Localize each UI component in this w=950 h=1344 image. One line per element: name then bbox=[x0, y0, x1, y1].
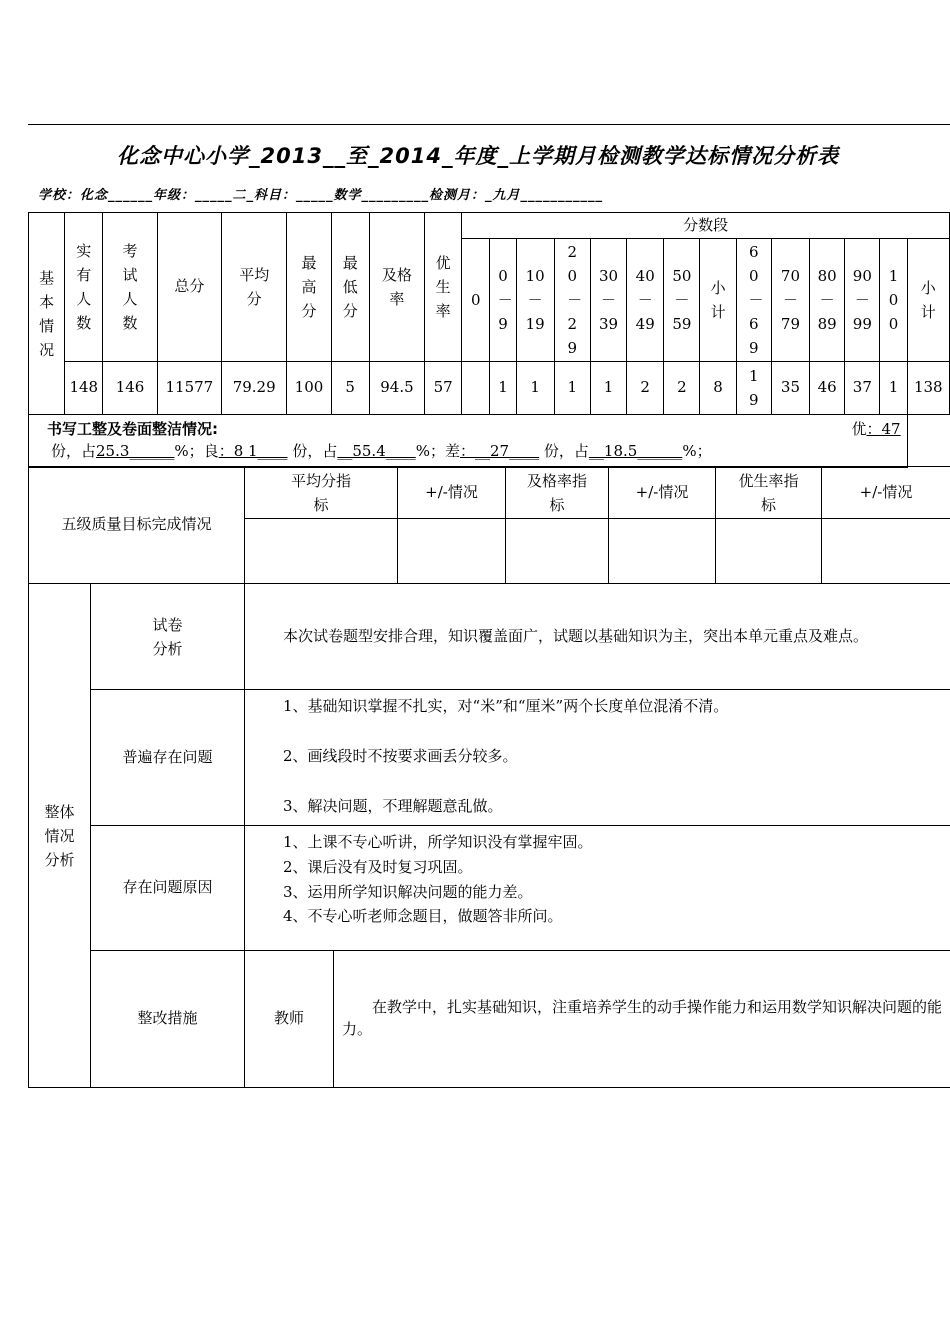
range-header: 小计 bbox=[907, 239, 949, 362]
quality-header: +/-情况 bbox=[609, 467, 716, 519]
range-header: 0 bbox=[462, 239, 490, 362]
quality-header: +/-情况 bbox=[822, 467, 950, 519]
writing-neatness-row bbox=[29, 415, 908, 468]
value-min: 5 bbox=[331, 362, 369, 415]
writing-you-pct: 25.3______ bbox=[96, 441, 175, 460]
problem-item: 1、基础知识掌握不扎实，对“米”和“厘米”两个长度单位混淆不清。 bbox=[283, 697, 729, 715]
range-header: 小计 bbox=[700, 239, 736, 362]
top-rule bbox=[28, 124, 950, 125]
paper-analysis-label: 试卷分析 bbox=[91, 584, 245, 690]
problems-label: 普遍存在问题 bbox=[91, 690, 245, 826]
measures-text: 在教学中，扎实基础知识，注重培养学生的动手操作能力和运用数学知识解决问题的能力。 bbox=[334, 951, 950, 1088]
measures-label: 整改措施 bbox=[91, 951, 245, 1088]
quality-cell bbox=[398, 519, 506, 584]
writing-fen-2: 份，占 bbox=[292, 441, 338, 460]
page-title: 化念中心小学_2013__至_2014_年度_上学期月检测教学达标情况分析表 bbox=[117, 144, 839, 168]
causes-list bbox=[245, 826, 950, 951]
quality-header: 优生率指标 bbox=[716, 467, 822, 519]
cause-item: 3、运用所学知识解决问题的能力差。 bbox=[283, 882, 533, 901]
range-value: 2 bbox=[627, 362, 664, 415]
range-header: 20－29 bbox=[554, 239, 590, 362]
writing-you-label: 优 bbox=[851, 420, 867, 438]
writing-liang-count: ：8 1____ bbox=[218, 441, 288, 460]
header-min: 最低分 bbox=[331, 213, 369, 362]
range-value: 46 bbox=[810, 362, 845, 415]
value-actual: 148 bbox=[65, 362, 103, 415]
value-total: 11577 bbox=[157, 362, 221, 415]
cause-item: 2、课后没有及时复习巩固。 bbox=[283, 857, 473, 876]
writing-fen-3: 份，占 bbox=[543, 441, 589, 460]
range-header: 50－59 bbox=[664, 239, 700, 362]
header-total: 总分 bbox=[157, 213, 221, 362]
range-value: 35 bbox=[771, 362, 809, 415]
writing-fen-1: 份，占 bbox=[51, 441, 97, 460]
quality-header: 平均分指标 bbox=[245, 467, 398, 519]
range-header: 100 bbox=[880, 239, 907, 362]
range-value: 1 bbox=[490, 362, 516, 415]
quality-table bbox=[28, 466, 950, 584]
header-score-range: 分数段 bbox=[462, 213, 950, 239]
paper-analysis-text: 本次试卷题型安排合理，知识覆盖面广，试题以基础知识为主，突出本单元重点及难点。 bbox=[245, 584, 950, 690]
range-header: 30－39 bbox=[590, 239, 626, 362]
quality-label: 五级质量目标完成情况 bbox=[29, 467, 245, 584]
analysis-section-label: 整体情况分析 bbox=[29, 584, 91, 1088]
problem-item: 3、解决问题，不理解题意乱做。 bbox=[283, 797, 503, 815]
writing-label: 书写工整及卷面整洁情况: bbox=[47, 420, 218, 438]
range-value: 2 bbox=[664, 362, 700, 415]
teacher-label: 教师 bbox=[245, 951, 334, 1088]
value-excellent-rate: 57 bbox=[425, 362, 462, 415]
range-value: 1 bbox=[554, 362, 590, 415]
quality-cell bbox=[609, 519, 716, 584]
range-header: 10－19 bbox=[516, 239, 554, 362]
range-value bbox=[462, 362, 490, 415]
writing-pct-end: %； bbox=[682, 441, 712, 460]
quality-header: +/-情况 bbox=[398, 467, 506, 519]
basic-table bbox=[28, 212, 950, 468]
range-value: 1 bbox=[590, 362, 626, 415]
analysis-table bbox=[28, 583, 950, 1088]
info-line: 学校：化念______年级：_____二_科目：_____数学_________检测月：_九月___________ bbox=[38, 188, 604, 203]
range-value: 37 bbox=[845, 362, 880, 415]
writing-liang-label: %；良 bbox=[174, 441, 219, 460]
range-value: 1 bbox=[516, 362, 554, 415]
quality-cell bbox=[822, 519, 950, 584]
cause-item: 1、上课不专心听讲，所学知识没有掌握牢固。 bbox=[283, 833, 593, 851]
causes-label: 存在问题原因 bbox=[91, 826, 245, 951]
range-value: 8 bbox=[700, 362, 736, 415]
quality-cell bbox=[245, 519, 398, 584]
writing-you-count: ：47 bbox=[866, 420, 901, 438]
value-tested: 146 bbox=[103, 362, 157, 415]
value-max: 100 bbox=[287, 362, 331, 415]
writing-cha-label: %；差 bbox=[415, 441, 461, 460]
basic-section-label: 基本情况 bbox=[29, 213, 65, 415]
header-max: 最高分 bbox=[287, 213, 331, 362]
range-header: 40－49 bbox=[627, 239, 664, 362]
cause-item: 4、不专心听老师念题目，做题答非所问。 bbox=[283, 907, 563, 926]
writing-cha-pct: __18.5______ bbox=[588, 441, 683, 460]
range-header: 0－9 bbox=[490, 239, 516, 362]
header-pass-rate: 及格率 bbox=[369, 213, 424, 362]
problems-list bbox=[245, 690, 950, 826]
range-value: 1 bbox=[880, 362, 907, 415]
header-excellent-rate: 优生率 bbox=[425, 213, 462, 362]
range-header: 90－99 bbox=[845, 239, 880, 362]
quality-cell bbox=[506, 519, 609, 584]
writing-cha-count: ：__27____ bbox=[460, 441, 540, 460]
range-value: 19 bbox=[736, 362, 771, 415]
problem-item: 2、画线段时不按要求画丢分较多。 bbox=[283, 747, 518, 765]
header-actual: 实有人数 bbox=[65, 213, 103, 362]
value-pass-rate: 94.5 bbox=[369, 362, 424, 415]
range-header: 80－89 bbox=[810, 239, 845, 362]
header-tested: 考试人数 bbox=[103, 213, 157, 362]
writing-liang-pct: __55.4____ bbox=[337, 441, 416, 460]
value-avg: 79.29 bbox=[222, 362, 287, 415]
range-header: 60－69 bbox=[736, 239, 771, 362]
quality-header: 及格率指标 bbox=[506, 467, 609, 519]
header-avg: 平均分 bbox=[222, 213, 287, 362]
quality-cell bbox=[716, 519, 822, 584]
range-header: 70－79 bbox=[771, 239, 809, 362]
range-value: 138 bbox=[907, 362, 949, 415]
